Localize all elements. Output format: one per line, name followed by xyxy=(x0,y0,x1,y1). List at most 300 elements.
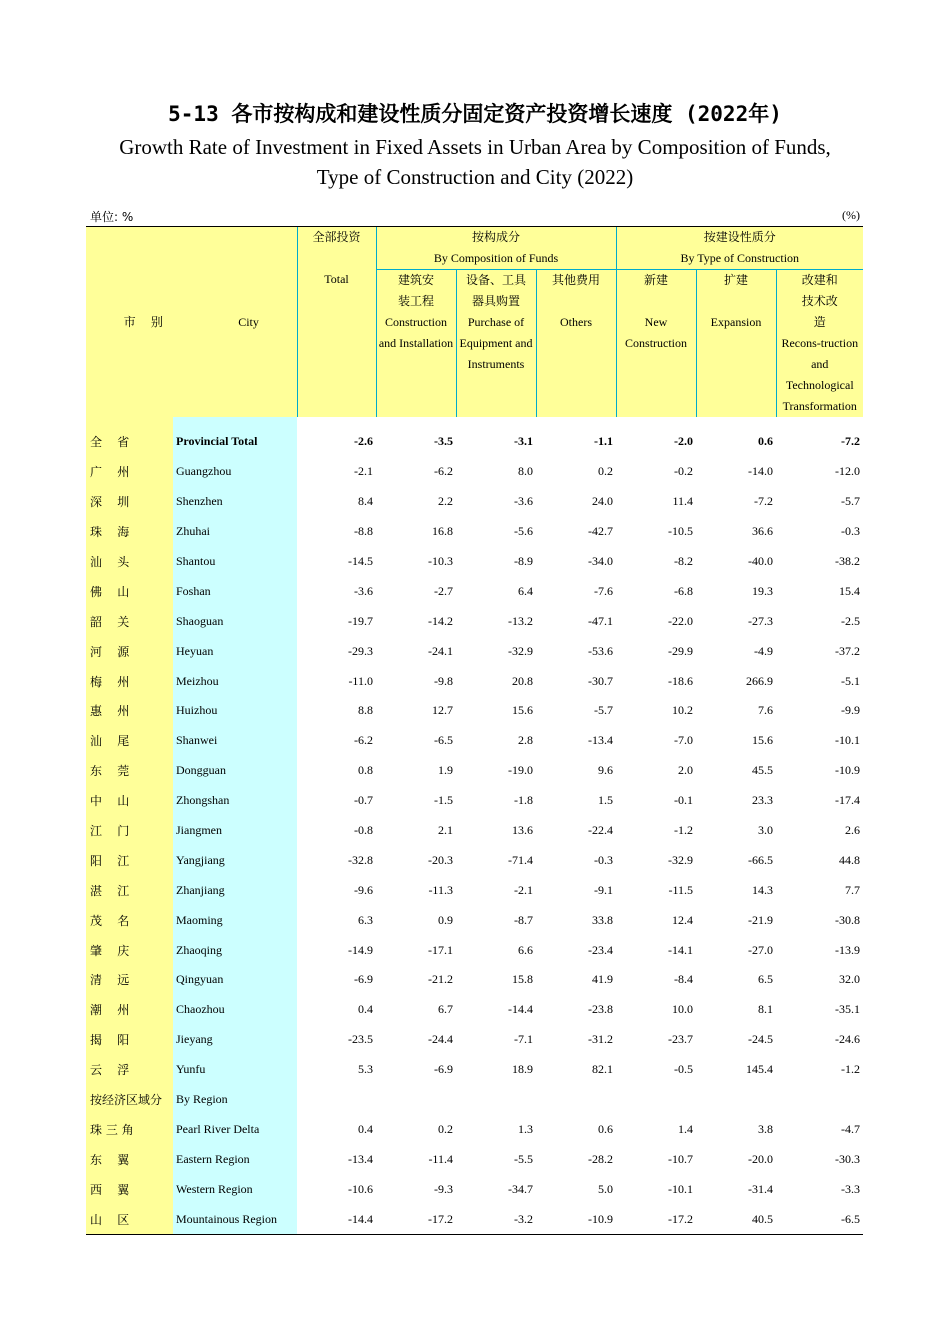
row-value: -17.2 xyxy=(376,1204,456,1234)
row-value: -24.5 xyxy=(748,1032,774,1047)
row-value: -12.0 xyxy=(835,464,861,479)
header-expansion-cn: 扩建 xyxy=(724,273,749,287)
header-city-cn: 市 别 xyxy=(123,314,163,329)
row-value: 2.0 xyxy=(678,763,694,778)
row-city-cn: 汕 头 xyxy=(86,547,173,577)
row-value: -8.9 xyxy=(514,554,533,568)
row-value: 5.0 xyxy=(598,1181,614,1196)
row-value: -2.0 xyxy=(674,434,694,449)
row-value: -21.9 xyxy=(748,912,774,927)
row-value: -71.4 xyxy=(508,852,533,867)
row-value: -9.8 xyxy=(434,673,453,688)
row-value: -6.9 xyxy=(354,972,373,987)
table-row xyxy=(86,1085,863,1115)
row-value: -14.4 xyxy=(297,1204,376,1234)
row-value: -35.1 xyxy=(835,1002,861,1017)
row-value: -27.0 xyxy=(748,942,774,957)
row-value: -11.4 xyxy=(428,1151,453,1166)
row-city-en: Mountainous Region xyxy=(173,1204,297,1234)
row-value: -17.1 xyxy=(428,942,453,957)
row-value: -10.6 xyxy=(348,1181,373,1196)
row-value: -6.5 xyxy=(434,733,453,748)
row-value: 18.9 xyxy=(512,1062,533,1077)
row-value: 10.0 xyxy=(672,1002,694,1017)
row-value: 0.8 xyxy=(358,763,373,778)
row-value: -23.5 xyxy=(348,1032,373,1047)
row-value: -31.2 xyxy=(588,1032,614,1047)
row-value: -20.0 xyxy=(748,1151,774,1166)
row-value: -17.4 xyxy=(835,793,861,808)
table-row xyxy=(86,935,863,965)
row-value: -0.7 xyxy=(354,793,373,808)
table-row xyxy=(86,845,863,875)
table-row xyxy=(86,1025,863,1055)
row-city-cn: 东 翼 xyxy=(86,1144,173,1174)
row-city-en: Maoming xyxy=(173,905,297,935)
row-value: -9.3 xyxy=(434,1181,453,1196)
row-value: -34.0 xyxy=(588,554,614,568)
row-value: 0.2 xyxy=(598,464,614,479)
row-value: -24.6 xyxy=(835,1032,861,1047)
row-value: -3.3 xyxy=(841,1181,861,1196)
row-city-en: Qingyuan xyxy=(173,965,297,995)
row-value: -4.7 xyxy=(841,1121,861,1136)
table-row xyxy=(86,457,863,487)
header-type-en: By Type of Construction xyxy=(680,251,800,265)
row-value: 40.5 xyxy=(696,1204,776,1234)
row-city-cn: 云 浮 xyxy=(86,1055,173,1085)
header-construction xyxy=(376,270,456,418)
row-value: 7.7 xyxy=(845,882,861,897)
row-value: -37.2 xyxy=(835,643,861,658)
header-total-en: Total xyxy=(324,272,349,286)
header-funds xyxy=(376,227,616,270)
unit-percent: (%) xyxy=(842,208,860,222)
row-value: -21.2 xyxy=(428,972,453,987)
row-city-cn: 珠 三 角 xyxy=(86,1114,173,1144)
row-city-en: Jiangmen xyxy=(173,816,297,846)
row-value: -7.0 xyxy=(674,733,694,748)
row-value: -3.5 xyxy=(434,434,453,449)
row-city-cn: 按经济区域分 xyxy=(86,1085,173,1115)
row-city-en: Shantou xyxy=(173,547,297,577)
row-value: -0.8 xyxy=(354,823,373,838)
row-value: -2.1 xyxy=(514,882,533,897)
row-value xyxy=(616,1085,696,1115)
row-value: -7.2 xyxy=(841,434,861,449)
row-value: 3.8 xyxy=(758,1121,774,1136)
row-value: -2.1 xyxy=(354,464,373,479)
row-value: -1.8 xyxy=(514,793,533,808)
row-value: 15.8 xyxy=(512,972,533,987)
row-value: -5.6 xyxy=(514,524,533,539)
row-value: -5.5 xyxy=(514,1151,533,1166)
row-city-cn: 河 源 xyxy=(86,636,173,666)
row-value xyxy=(456,1085,536,1115)
row-value: -14.2 xyxy=(428,613,453,628)
row-value: -9.1 xyxy=(594,882,614,897)
row-value: -0.1 xyxy=(674,793,694,808)
row-value: -7.6 xyxy=(594,583,614,598)
table-row xyxy=(86,1114,863,1144)
row-value: -9.9 xyxy=(841,703,861,718)
row-city-en: Foshan xyxy=(173,576,297,606)
row-city-cn: 佛 山 xyxy=(86,576,173,606)
row-value: 15.6 xyxy=(752,733,774,748)
row-value: -3.1 xyxy=(514,434,533,449)
row-city-en: Pearl River Delta xyxy=(173,1114,297,1144)
row-value: 23.3 xyxy=(752,793,774,808)
header-city xyxy=(86,227,297,418)
row-value: -38.2 xyxy=(835,554,861,568)
row-city-cn: 东 莞 xyxy=(86,756,173,786)
row-value: 6.6 xyxy=(518,942,533,957)
row-value: 11.4 xyxy=(672,494,694,509)
row-city-en: Heyuan xyxy=(173,636,297,666)
growth-rate-table xyxy=(86,226,863,1235)
row-value: 0.2 xyxy=(438,1121,453,1136)
row-value: -8.7 xyxy=(514,912,533,927)
row-value: -10.3 xyxy=(428,554,453,568)
row-value: 0.6 xyxy=(758,434,774,449)
row-value: -7.2 xyxy=(754,494,774,509)
row-value: -4.9 xyxy=(754,643,774,658)
header-funds-en: By Composition of Funds xyxy=(433,251,559,265)
title-english: Growth Rate of Investment in Fixed Assets in Urban Area by Composition of Funds, Type of Construction and City (2022) xyxy=(119,135,831,189)
row-value: -30.3 xyxy=(835,1151,861,1166)
row-value: -34.7 xyxy=(508,1181,533,1196)
row-value: -31.4 xyxy=(748,1181,774,1196)
row-value: 13.6 xyxy=(512,823,533,838)
row-city-en: Zhaoqing xyxy=(173,935,297,965)
row-city-en: Yangjiang xyxy=(173,845,297,875)
row-city-en: Eastern Region xyxy=(173,1144,297,1174)
row-value xyxy=(776,1085,863,1115)
row-city-cn: 山 区 xyxy=(86,1204,173,1234)
row-value: 41.9 xyxy=(592,972,614,987)
row-value: 1.3 xyxy=(518,1121,533,1136)
row-city-en: Chaozhou xyxy=(173,995,297,1025)
row-value: -23.8 xyxy=(588,1002,614,1017)
row-city-cn: 肇 庆 xyxy=(86,935,173,965)
row-value xyxy=(696,1085,776,1115)
row-value: -22.0 xyxy=(668,613,694,628)
row-city-en: Western Region xyxy=(173,1174,297,1204)
row-value: -66.5 xyxy=(748,852,774,867)
header-total-cn: 全部投资 xyxy=(312,230,361,244)
row-value: -2.6 xyxy=(354,434,373,449)
row-city-en: Shanwei xyxy=(173,726,297,756)
row-value: 8.1 xyxy=(758,1002,774,1017)
header-equipment-cn: 设备、工具器具购置 xyxy=(465,273,526,308)
row-value: 1.9 xyxy=(438,763,453,778)
header-equipment xyxy=(456,270,536,418)
row-city-en: Meizhou xyxy=(173,666,297,696)
row-city-cn: 清 远 xyxy=(86,965,173,995)
row-value: -29.9 xyxy=(668,643,694,658)
row-city-en: Guangzhou xyxy=(173,457,297,487)
row-value: 0.9 xyxy=(438,912,453,927)
row-value: -23.4 xyxy=(588,942,614,957)
table-row xyxy=(86,726,863,756)
row-value: -8.2 xyxy=(674,554,694,568)
row-value: -11.5 xyxy=(668,882,694,897)
row-value: -14.1 xyxy=(668,942,694,957)
row-value: 14.3 xyxy=(752,882,774,897)
row-value: -1.2 xyxy=(674,823,694,838)
row-value: 33.8 xyxy=(592,912,614,927)
row-value: -10.7 xyxy=(668,1151,694,1166)
row-value: -0.3 xyxy=(594,852,614,867)
row-value: -6.2 xyxy=(354,733,373,748)
table-row xyxy=(86,547,863,577)
row-value: -0.5 xyxy=(674,1062,694,1077)
row-value: 8.8 xyxy=(358,703,373,718)
row-value: -40.0 xyxy=(748,554,774,568)
header-type xyxy=(616,227,863,270)
row-value: -53.6 xyxy=(588,643,614,658)
row-value: 6.5 xyxy=(758,972,774,987)
row-value: -6.8 xyxy=(674,583,694,598)
row-value: -10.5 xyxy=(668,524,694,539)
table-row xyxy=(86,696,863,726)
row-value: -0.3 xyxy=(841,524,861,539)
header-new xyxy=(616,270,696,418)
row-value: -1.5 xyxy=(434,793,453,808)
row-value: -1.2 xyxy=(841,1062,861,1077)
header-others xyxy=(536,270,616,418)
row-value: -29.3 xyxy=(348,643,373,658)
row-value: 7.6 xyxy=(758,703,774,718)
row-city-en: Dongguan xyxy=(173,756,297,786)
header-expansion-en: Expansion xyxy=(710,315,762,329)
row-value: -11.3 xyxy=(428,882,453,897)
row-city-en: Huizhou xyxy=(173,696,297,726)
row-value: 44.8 xyxy=(839,852,861,867)
table-row xyxy=(86,816,863,846)
row-value: 36.6 xyxy=(752,524,774,539)
row-city-cn: 揭 阳 xyxy=(86,1025,173,1055)
row-city-cn: 江 门 xyxy=(86,816,173,846)
row-city-en: Zhuhai xyxy=(173,517,297,547)
row-value: -42.7 xyxy=(588,524,614,539)
row-value: -18.6 xyxy=(668,673,694,688)
row-value: -17.2 xyxy=(616,1204,696,1234)
row-value: 3.0 xyxy=(758,823,774,838)
row-value: -32.8 xyxy=(348,852,373,867)
row-value: -11.0 xyxy=(348,673,373,688)
header-city-en: City xyxy=(238,314,259,329)
table-row xyxy=(86,1144,863,1174)
row-value: -22.4 xyxy=(588,823,614,838)
table-row xyxy=(86,965,863,995)
header-expansion xyxy=(696,270,776,418)
row-value: 5.3 xyxy=(358,1062,373,1077)
table-row xyxy=(86,606,863,636)
row-city-en: Shenzhen xyxy=(173,487,297,517)
row-city-cn: 汕 尾 xyxy=(86,726,173,756)
row-value: -9.6 xyxy=(354,882,373,897)
row-value: -19.0 xyxy=(508,763,533,778)
table-row xyxy=(86,786,863,816)
row-value: -6.5 xyxy=(776,1204,863,1234)
row-city-en: By Region xyxy=(173,1085,297,1115)
row-value: 12.7 xyxy=(432,703,453,718)
header-others-en: Others xyxy=(560,315,592,329)
row-value: -20.3 xyxy=(428,852,453,867)
row-city-en: Shaoguan xyxy=(173,606,297,636)
row-value: -28.2 xyxy=(588,1151,614,1166)
row-value: 8.0 xyxy=(518,464,533,479)
row-city-cn: 韶 关 xyxy=(86,606,173,636)
header-reconstruction-en: Recons-truction and Technological Transformation xyxy=(781,336,859,413)
unit-label: 单位: % xyxy=(90,210,134,224)
table-row xyxy=(86,756,863,786)
table-row xyxy=(86,1174,863,1204)
table-row xyxy=(86,875,863,905)
row-value: -6.2 xyxy=(434,464,453,479)
row-value: -47.1 xyxy=(588,613,614,628)
row-value: -3.2 xyxy=(456,1204,536,1234)
row-value: -5.7 xyxy=(594,703,614,718)
row-city-cn: 珠 海 xyxy=(86,517,173,547)
table-row xyxy=(86,636,863,666)
row-value: -13.2 xyxy=(508,613,533,628)
row-city-en: Jieyang xyxy=(173,1025,297,1055)
row-city-cn: 西 翼 xyxy=(86,1174,173,1204)
row-value: 10.2 xyxy=(672,703,694,718)
row-value: -32.9 xyxy=(668,852,694,867)
header-construction-cn: 建筑安装工程 xyxy=(397,273,434,308)
row-value: -8.8 xyxy=(354,524,373,539)
row-value: -5.1 xyxy=(841,673,861,688)
row-value: -14.5 xyxy=(348,554,373,568)
title-chinese: 5-13 各市按构成和建设性质分固定资产投资增长速度 (2022年) xyxy=(168,102,782,126)
row-value xyxy=(376,1085,456,1115)
row-city-cn: 湛 江 xyxy=(86,875,173,905)
row-value: -3.6 xyxy=(354,583,373,598)
row-value: -10.9 xyxy=(536,1204,616,1234)
table-row xyxy=(86,905,863,935)
row-city-en: Provincial Total xyxy=(173,417,297,457)
row-value: 24.0 xyxy=(592,494,614,509)
row-value: -27.3 xyxy=(748,613,774,628)
row-value: -13.4 xyxy=(588,733,614,748)
row-value: -14.0 xyxy=(748,464,774,479)
table-row xyxy=(86,995,863,1025)
row-value: 9.6 xyxy=(598,763,614,778)
table-row xyxy=(86,1055,863,1085)
row-value: -2.7 xyxy=(434,583,453,598)
table-row xyxy=(86,417,863,457)
row-value: -10.1 xyxy=(668,1181,694,1196)
row-value: -24.4 xyxy=(428,1032,453,1047)
header-funds-cn: 按构成分 xyxy=(472,230,521,244)
row-value: 1.4 xyxy=(678,1121,694,1136)
header-construction-en: Construction and Installation xyxy=(378,315,454,350)
table-row xyxy=(86,666,863,696)
row-city-cn: 惠 州 xyxy=(86,696,173,726)
header-others-cn: 其他费用 xyxy=(552,273,601,287)
row-value: -30.8 xyxy=(835,912,861,927)
row-value: -10.1 xyxy=(835,733,861,748)
row-value: 266.9 xyxy=(746,673,774,688)
header-reconstruction xyxy=(776,270,863,418)
row-city-en: Zhongshan xyxy=(173,786,297,816)
row-value: -10.9 xyxy=(835,763,861,778)
row-value: -32.9 xyxy=(508,643,533,658)
row-city-cn: 全 省 xyxy=(86,417,173,457)
row-value xyxy=(297,1085,376,1115)
header-total xyxy=(297,227,376,418)
row-value: -24.1 xyxy=(428,643,453,658)
row-value: -3.6 xyxy=(514,494,533,509)
row-value: 6.7 xyxy=(438,1002,453,1017)
row-value: 8.4 xyxy=(358,494,373,509)
row-value: -7.1 xyxy=(514,1032,533,1047)
row-value: -14.4 xyxy=(508,1002,533,1017)
header-new-cn: 新建 xyxy=(644,273,669,287)
row-city-cn: 茂 名 xyxy=(86,905,173,935)
row-value: -30.7 xyxy=(588,673,614,688)
row-value: 145.4 xyxy=(746,1062,774,1077)
row-value: 2.2 xyxy=(438,494,453,509)
table-row xyxy=(86,576,863,606)
row-value: 20.8 xyxy=(512,673,533,688)
row-value: 6.3 xyxy=(358,912,373,927)
row-value: 15.4 xyxy=(839,583,861,598)
row-value: -5.7 xyxy=(841,494,861,509)
row-value: -14.9 xyxy=(348,942,373,957)
row-value: 45.5 xyxy=(752,763,774,778)
table-row xyxy=(86,1204,863,1234)
row-city-en: Yunfu xyxy=(173,1055,297,1085)
row-city-cn: 阳 江 xyxy=(86,845,173,875)
row-value: 0.4 xyxy=(358,1002,373,1017)
row-value: 32.0 xyxy=(839,972,861,987)
row-value: -8.4 xyxy=(674,972,694,987)
row-value: 12.4 xyxy=(672,912,694,927)
row-value: -6.9 xyxy=(434,1062,453,1077)
header-type-cn: 按建设性质分 xyxy=(703,230,776,244)
row-value xyxy=(536,1085,616,1115)
header-reconstruction-cn: 改建和技术改造 xyxy=(801,273,838,329)
row-value: -23.7 xyxy=(668,1032,694,1047)
row-city-cn: 潮 州 xyxy=(86,995,173,1025)
row-value: 2.1 xyxy=(438,823,453,838)
row-value: -2.5 xyxy=(841,613,861,628)
table-body xyxy=(86,417,863,1235)
row-value: 0.6 xyxy=(598,1121,614,1136)
row-value: 2.8 xyxy=(518,733,533,748)
row-value: -0.2 xyxy=(674,464,694,479)
row-city-cn: 梅 州 xyxy=(86,666,173,696)
header-new-en: New Construction xyxy=(625,315,688,350)
row-value: 15.6 xyxy=(512,703,533,718)
row-value: -19.7 xyxy=(348,613,373,628)
row-value: 0.4 xyxy=(358,1121,373,1136)
row-city-cn: 中 山 xyxy=(86,786,173,816)
row-value: 19.3 xyxy=(752,583,774,598)
row-value: 6.4 xyxy=(518,583,533,598)
row-city-cn: 深 圳 xyxy=(86,487,173,517)
table-row xyxy=(86,487,863,517)
row-value: -1.1 xyxy=(594,434,614,449)
row-value: -13.9 xyxy=(835,942,861,957)
row-city-en: Zhanjiang xyxy=(173,875,297,905)
row-value: 1.5 xyxy=(598,793,614,808)
table-row xyxy=(86,517,863,547)
